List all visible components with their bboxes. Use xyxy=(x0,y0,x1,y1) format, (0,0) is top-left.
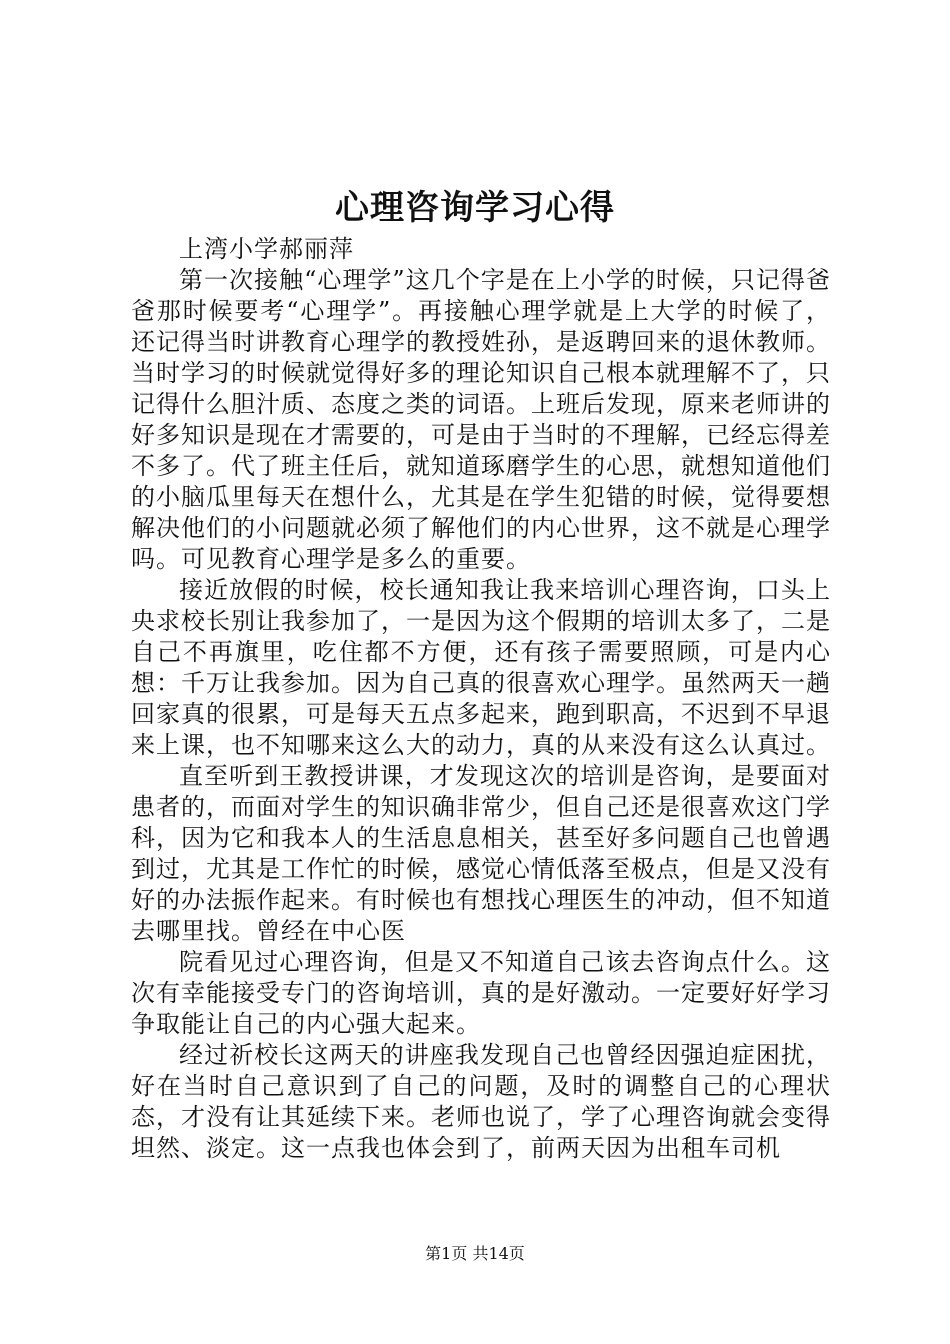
paragraph: 第一次接触“心理学”这几个字是在上小学的时候，只记得爸爸那时候要考“心理学”。再接触心理学就是上大学的时候了，还记得当时讲教育心理学的教授姓孙，是返聘回来的退休教师。当时学习的时候就觉得好多的理论知识自己根本就理解不了，只记得什么胆汁质、态度之类的词语。上班后发现，原来老师讲的好多知识是现在才需要的，可是由于当时的不理解，已经忘得差不多了。代了班主任后，就知道琢磨学生的心思，就想知道他们的小脑瓜里每天在想什么，尤其是在学生犯错的时候，觉得要想解决他们的小问题就必须了解他们的内心世界，这不就是心理学吗。可见教育心理学是多么的重要。 xyxy=(131,266,831,573)
paragraph: 经过祈校长这两天的讲座我发现自己也曾经因强迫症困扰，好在当时自己意识到了自己的问题，及时的调整自己的心理状态，才没有让其延续下来。老师也说了，学了心理咨询就会变得坦然、淡定。这一点我也体会到了，前两天因为出租车司机 xyxy=(131,1041,831,1162)
author-line: 上湾小学郝丽萍 xyxy=(179,235,354,263)
paragraph: 院看见过心理咨询，但是又不知道自己该去咨询点什么。这次有幸能接受专门的咨询培训，真的是好激动。一定要好好学习争取能让自己的内心强大起来。 xyxy=(131,948,831,1038)
page-number-footer: 第1页 共14页 xyxy=(425,1244,525,1263)
document-body xyxy=(131,234,831,1164)
paragraph: 直至听到王教授讲课，才发现这次的培训是咨询，是要面对患者的，而面对学生的知识确非常少，但自己还是很喜欢这门学科，因为它和我本人的生活息息相关，甚至好多问题自己也曾遇到过，尤其是工作忙的时候，感觉心情低落至极点，但是又没有好的办法振作起来。有时候也有想找心理医生的冲动，但不知道去哪里找。曾经在中心医 xyxy=(131,762,831,945)
paragraph: 接近放假的时候，校长通知我让我来培训心理咨询，口头上央求校长别让我参加了，一是因为这个假期的培训太多了，二是自己不再旗里，吃住都不方便，还有孩子需要照顾，可是内心想：千万让我参加。因为自己真的很喜欢心理学。虽然两天一趟回家真的很累，可是每天五点多起来，跑到职高，不迟到不早退来上课，也不知哪来这么大的动力，真的从来没有这么认真过。 xyxy=(131,576,831,759)
document-title: 心理咨询学习心得 xyxy=(335,188,615,228)
